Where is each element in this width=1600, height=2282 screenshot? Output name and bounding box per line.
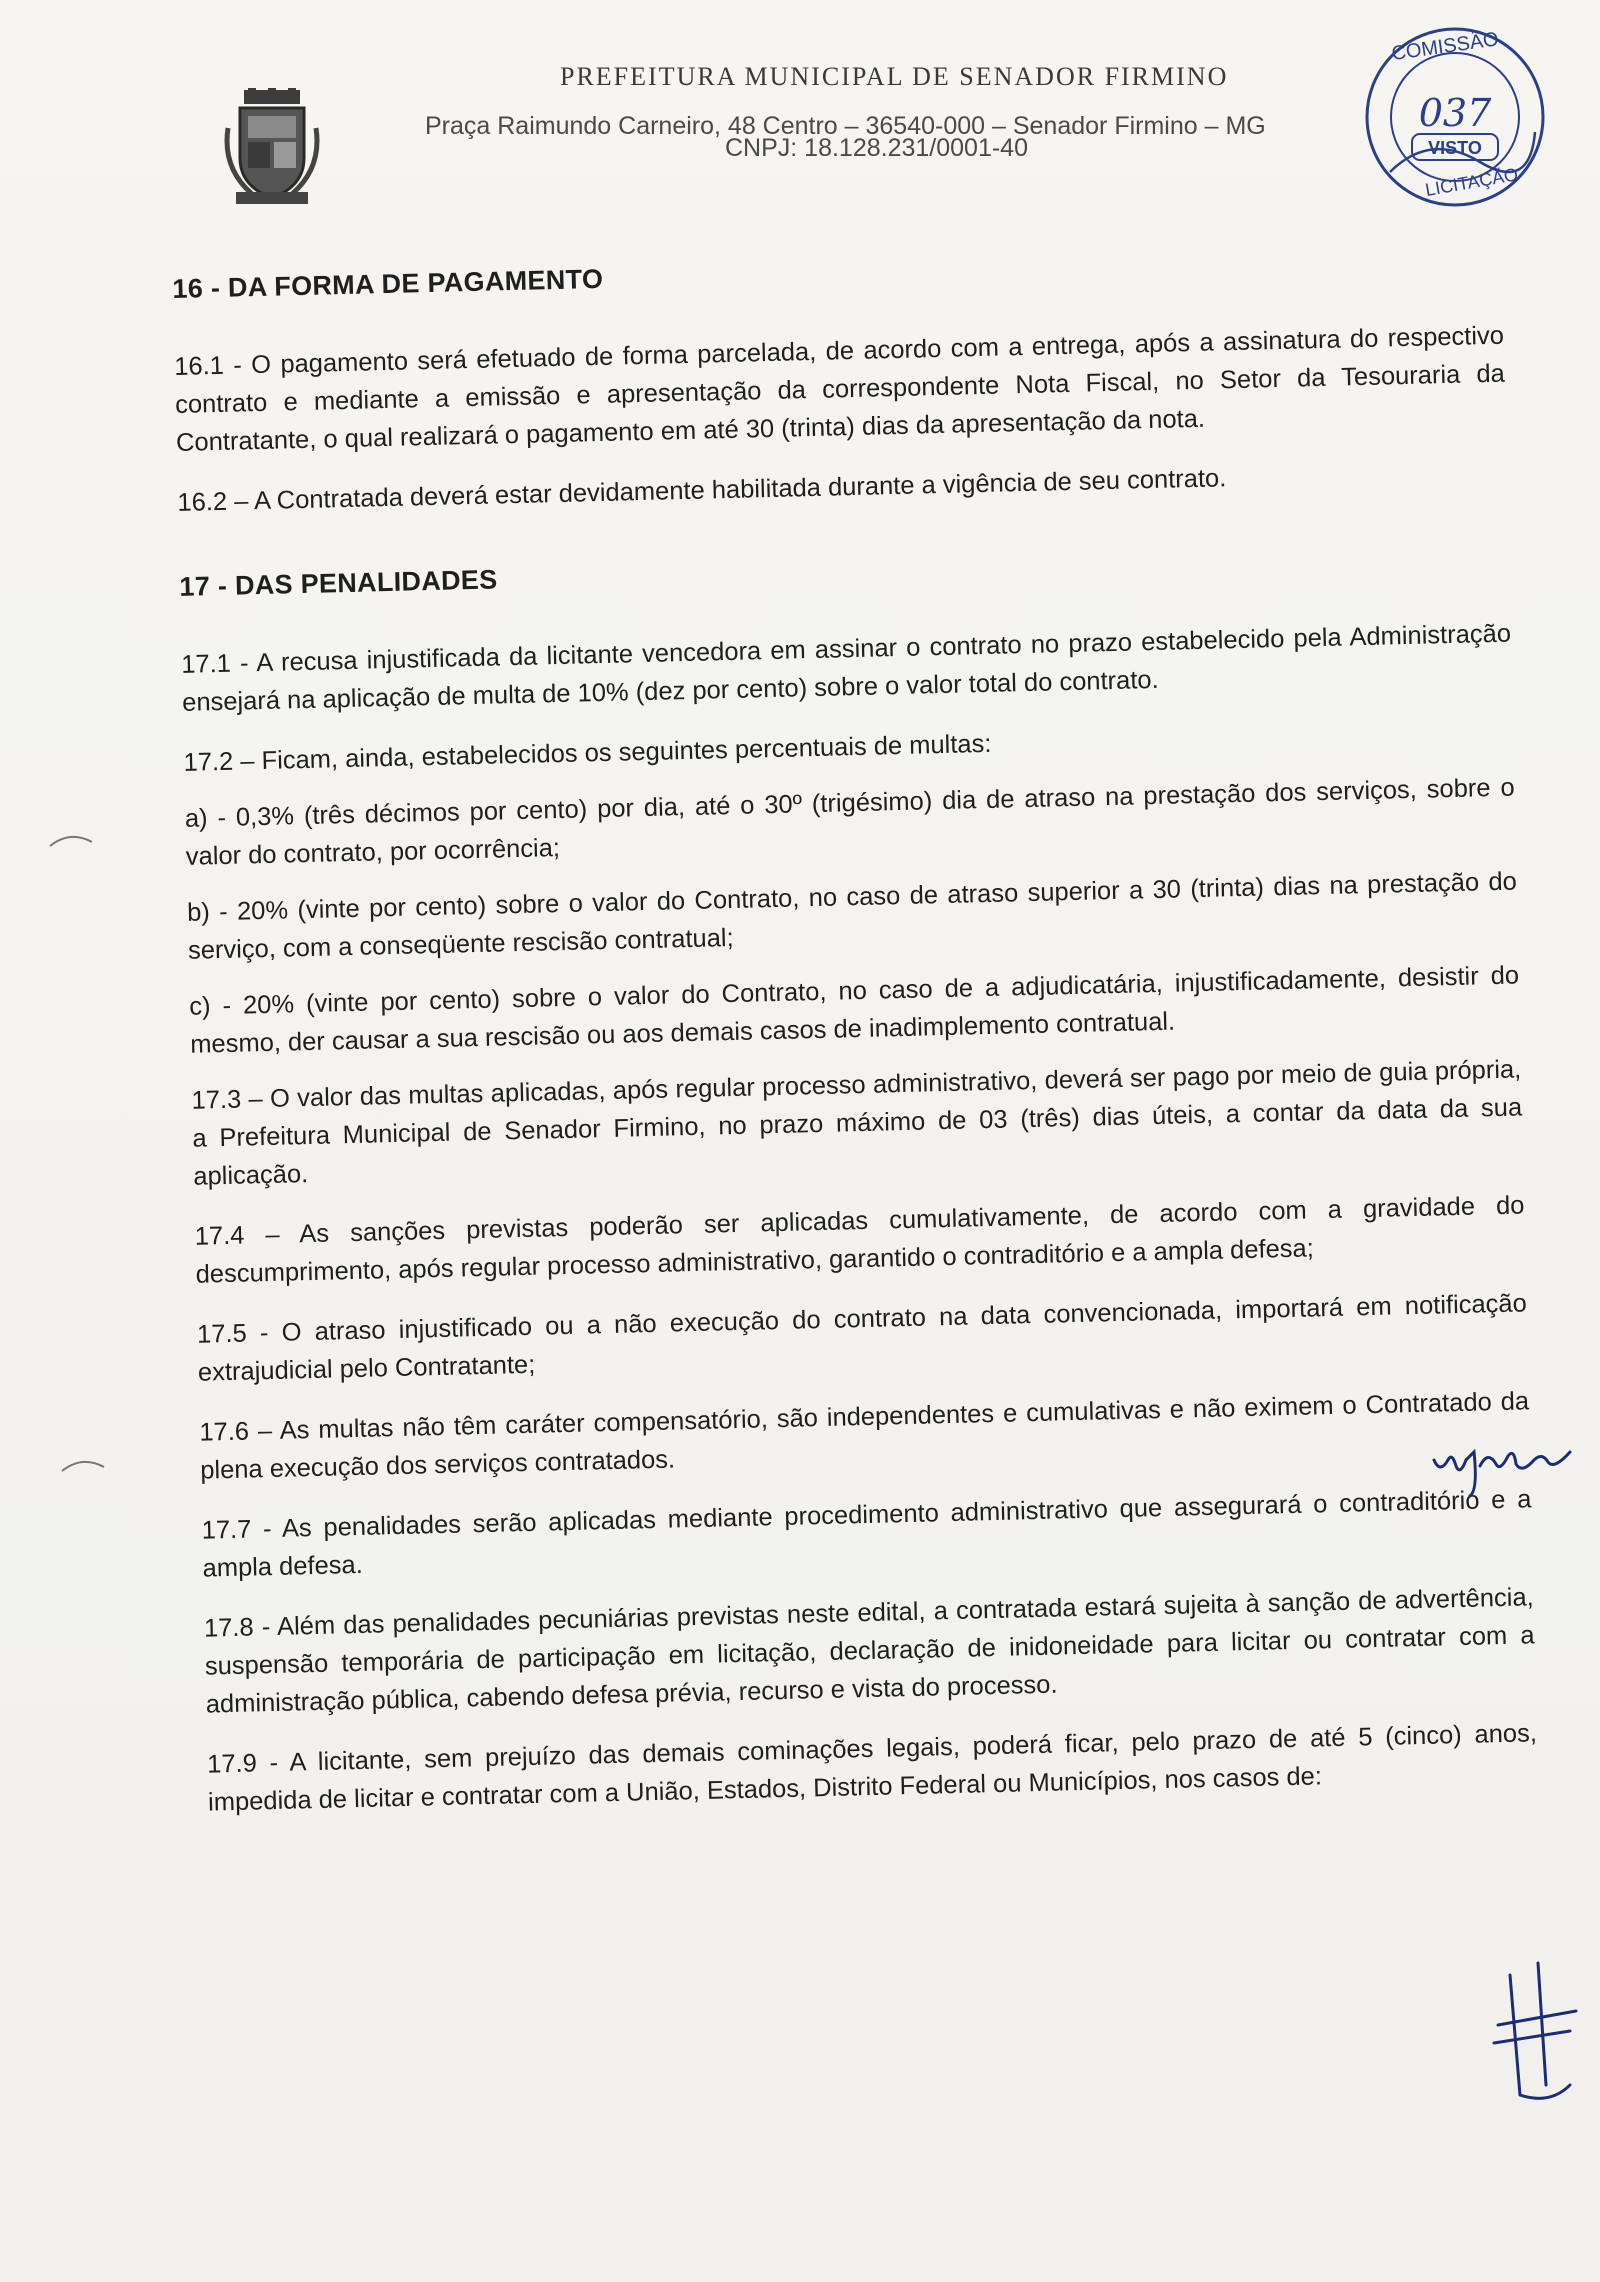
- margin-mark: [60, 1455, 106, 1475]
- paragraph: 17.5 - O atraso injustificado ou a não execução do contrato na data convencionada, importará em notificação extrajudicial pelo Contratante;: [196, 1289, 1528, 1387]
- list-item: a) - 0,3% (três décimos por cento) por dia, até o 30º (trigésimo) dia de atraso na prestação dos serviços, sobre o valor do contrato, por ocorrência;: [184, 773, 1515, 871]
- header-title: PREFEITURA MUNICIPAL DE SENADOR FIRMINO: [560, 62, 1229, 91]
- margin-mark: [48, 830, 94, 850]
- stamp-number: 037: [1418, 91, 1492, 135]
- stamp-top-text: COMISSÃO: [1390, 28, 1501, 66]
- section-title-pagamento: 16 - DA FORMA DE PAGAMENTO: [172, 263, 604, 304]
- paragraph: 17.1 - A recusa injustificada da licitante vencedora em assinar o contrato no prazo estabelecido pela Administração ensejará na aplicação de multa de 10% (dez por cento) sobre o valor total do contrato.: [180, 619, 1512, 717]
- paragraph: 17.8 - Além das penalidades pecuniárias previstas neste edital, a contratada estará sujeita à sanção de advertência, suspensão temporária de participação em licitação, declaração de inidoneidade para licitar ou contratar com a administração pública, cabendo defesa prévia, recurso e vista do processo.: [203, 1583, 1535, 1719]
- paragraph: 16.1 - O pagamento será efetuado de forma parcelada, de acordo com a entrega, após a assinatura do respectivo contrato e mediante a emissão e apresentação da correspondente Nota Fiscal, no Setor da Tesouraria da Contratante, o qual realizará o pagamento em até 30 (trinta) dias da apresentação da nota.: [173, 321, 1506, 457]
- list-item: c) - 20% (vinte por cento) sobre o valor do Contrato, no caso de a adjudicatária, injustificadamente, desistir do mesmo, der causar a sua rescisão ou aos demais casos de inadimplemento contratual.: [189, 961, 1520, 1059]
- paragraph: 17.9 - A licitante, sem prejuízo das demais cominações legais, poderá ficar, pelo prazo de até 5 (cinco) anos, impedida de licitar e contratar com a União, Estados, Distrito Federal ou Municípios, nos casos de:: [206, 1719, 1538, 1817]
- paragraph: 17.4 – As sanções previstas poderão ser aplicadas cumulativamente, de acordo com a gravidade do descumprimento, após regular processo administrativo, garantido o contraditório e a ampla defesa;: [194, 1191, 1525, 1289]
- document-body: [172, 239, 1539, 1844]
- paragraph: 17.6 – As multas não têm caráter compensatório, são independentes e cumulativas e não eximem o Contratado da plena execução dos serviços contratados.: [199, 1387, 1530, 1485]
- header-cnpj: CNPJ: 18.128.231/0001-40: [725, 134, 1028, 162]
- paragraph: 17.7 - As penalidades serão aplicadas mediante procedimento administrativo que assegurará o contraditório e a ampla defesa.: [201, 1485, 1532, 1583]
- paragraph: 16.2 – A Contratada deverá estar devidamente habilitada durante a vigência de seu contrato.: [177, 464, 1227, 517]
- section-title-penalidades: 17 - DAS PENALIDADES: [179, 564, 498, 602]
- stamp-mid-text: VISTO: [1428, 138, 1482, 158]
- list-item: b) - 20% (vinte por cento) sobre o valor do Contrato, no caso de atraso superior a 30 (trinta) dias na prestação do serviço, com a conseqüente rescisão contratual;: [186, 867, 1518, 965]
- handwritten-rubric: [1490, 1955, 1580, 2105]
- commission-stamp: [1360, 22, 1550, 212]
- paragraph: 17.2 – Ficam, ainda, estabelecidos os seguintes percentuais de multas:: [183, 729, 992, 777]
- paragraph: 17.3 – O valor das multas aplicadas, após regular processo administrativo, deverá ser pago por meio de guia própria, a Prefeitura Municipal de Senador Firmino, no prazo máximo de 03 (três) dias úteis, a contar da data da sua aplicação.: [191, 1055, 1523, 1191]
- handwritten-signature: [1430, 1430, 1580, 1500]
- stamp-bottom-text: LICITAÇÃO: [1423, 164, 1520, 201]
- municipal-crest-icon: [222, 88, 322, 206]
- header-address: Praça Raimundo Carneiro, 48 Centro – 36540-000 – Senador Firmino – MG: [425, 112, 1266, 140]
